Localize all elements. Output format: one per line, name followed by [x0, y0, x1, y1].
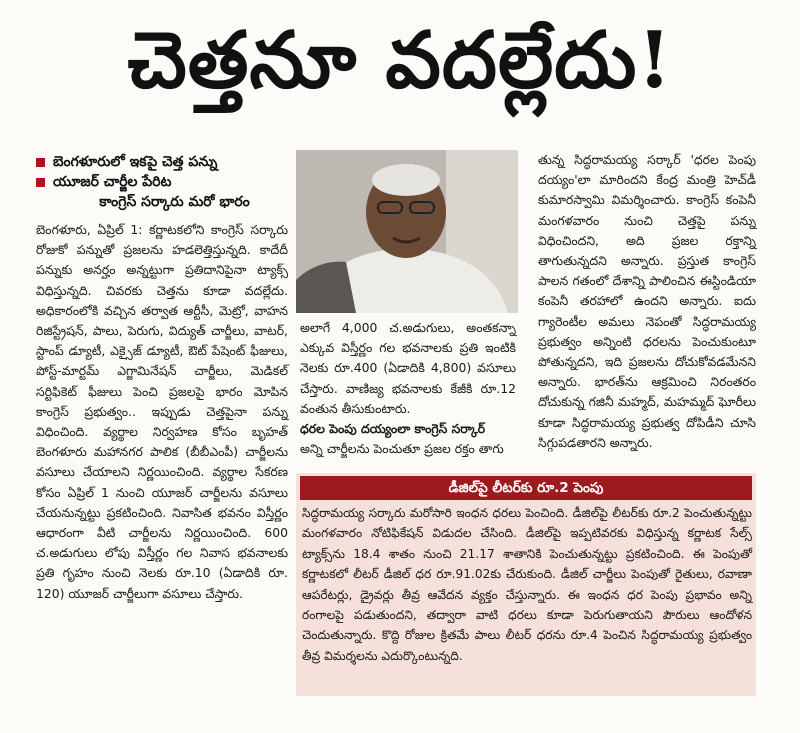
article-paragraph: తున్న సిద్ధరామయ్య సర్కార్ 'ధరల పెంపు దయ్యం'లా మారిందని కేంద్ర మంత్రి హెచ్‌డీ కుమారస్వామి విమర్శించారు. కాంగ్రెస్ కంపెనీ మంగళవారం నుంచి చెత్తపై పన్ను విధించిందని, అది ప్రజల రక్తాన్ని తాగుతున్నదని అన్నారు. ప్రస్తుత కాంగ్రెస్ పాలన గతంలో దేశాన్ని పాలించిన ఈస్టిండియా కంపెనీ తరహాలో ఉందని అన్నారు. ఐదు గ్యారెంటీల అమలు నెపంతో సిద్ధరామయ్య ప్రభుత్వం అన్నింటి ధరలను పెంచుకుంటూ పోతున్నదని, ఇది ప్రజలను దోచుకోవడమేనని అన్నారు. భారత్‌ను ఆక్రమించి నిరంతరం దోచుకున్న గజినీ మహ్మద్, మహమ్మద్ ఘోరీలు కూడా సిద్ధరామయ్య ప్రభుత్వ దోపిడీని చూసి సిగ్గుపడతారని అన్నారు. — [538, 152, 756, 450]
sidebar-box-title: డీజిల్‌పై లీటర్‌కు రూ.2 పెంపు — [300, 476, 752, 500]
subheadline-bullets — [36, 152, 296, 212]
article-column-1 — [36, 220, 288, 604]
bullet-item — [36, 152, 296, 172]
sidebar-paragraph: సిద్ధరామయ్య సర్కారు మరోసారి ఇంధన ధరలు పెంచింది. డీజిల్‌పై లీటర్‌కు రూ.2 పెంచుతున్నట్టు మంగళవారం నోటిఫికేషన్ విడుదల చేసింది. డీజిల్‌పై ఇప్పటివరకు విధిస్తున్న కర్ణాటక సేల్స్ ట్యాక్స్‌ను 18.4 శాతం నుంచి 21.17 శాతానికి పెంచుతున్నట్టు ప్రకటించింది. ఈ పెంపుతో కర్ణాటకలో లీటర్ డీజిల్ ధర రూ.91.02కు చేరుకుంది. డీజిల్ చార్జీలు పెంపుతో రైతులు, రవాణా ఆపరేటర్లు, డ్రైవర్లు తీవ్ర ఆవేదన వ్యక్తం చేస్తున్నారు. ఈ ఇంధన ధర పెంపు ప్రభావం అన్ని రంగాలపై పడుతుందని, తద్వారా వాటి ధరలు కూడా పెరుగుతాయని పౌరులు ఆందోళన చెందుతున్నారు. కొద్ది రోజుల క్రితమే పాలు లీటర్ ధరను రూ.4 పెంచిన సిద్ధరామయ్య ప్రభుత్వం తీవ్ర విమర్శలను ఎదుర్కొంటున్నది. — [302, 506, 752, 663]
bullet-text: బెంగళూరులో ఇకపై చెత్త పన్ను — [53, 154, 218, 170]
article-paragraph: బెంగళూరు, ఏప్రిల్ 1: కర్ణాటకలోని కాంగ్రెస్ సర్కారు రోజుకో పన్నుతో ప్రజలను హడలెత్తిస్తున్నది. కాదేదీ పన్నుకు అనర్హం అన్నట్టుగా ప్రతిదానిపైనా ట్యాక్స్ విధిస్తున్నది. చివరకు చెత్తను కూడా వదల్లేదు. అధికారంలోకి వచ్చిన తర్వాత ఆర్టీసీ, మెట్రో, వాహన రిజిస్ట్రేషన్, పాలు, పెరుగు, విద్యుత్ చార్జీలు, వాటర్, స్టాంప్ డ్యూటీ, ఎక్సైజ్ డ్యూటీ, ఔట్ పేషెంట్ ఫీజులు, పోస్ట్-మార్టమ్ ఎగ్జామినేషన్ చార్జీలు, మెడికల్ సర్టిఫికెట్ ఫీజులు పెంచి ప్రజలపై భారం మోపిన కాంగ్రెస్ ప్రభుత్వం.. ఇప్పుడు చెత్తపైనా పన్ను విధించింది. వ్యర్థాల నిర్వహణ కోసం బృహత్ బెంగళూరు మహానగర పాలిక (బీబీఎంపీ) చార్జీలను వసూలు చేయాలని నిర్ణయించింది. వ్యర్థాల సేకరణ కోసం ఏప్రిల్ 1 నుంచి యూజర్ చార్జీలను వసూలు చేయనున్నట్టు ప్రకటించింది. నివాసిత భవనం విస్తీర్ణం ఆధారంగా వీటి చార్జీలను నిర్ణయించింది. 600 చ.అడుగులు లోపు విస్తీర్ణం గల నివాస భవనాలకు ప్రతి గృహం నుంచి నెలకు రూ.10 (ఏడాదికి రూ. 120) యూజర్ చార్జీలుగా వసూలు చేస్తారు. — [36, 222, 288, 601]
section-subheading: ధరల పెంపు దయ్యంలా కాంగ్రెస్ సర్కార్ — [300, 421, 486, 437]
bullet-square-icon — [36, 178, 45, 187]
sidebar-box-body — [302, 503, 752, 666]
bullet-item — [36, 172, 296, 192]
bullet-text: కాంగ్రెస్ సర్కారు మరో భారం — [99, 194, 250, 210]
bullet-continuation — [36, 192, 296, 212]
bullet-square-icon — [36, 158, 45, 167]
article-paragraph: అలాగే 4,000 చ.అడుగులు, అంతకన్నా ఎక్కువ విస్తీర్ణం గల భవనాలకు ప్రతి ఇంటికి నెలకు రూ.400 (ఏడాదికి 4,800) వసూలు చేస్తారు. వాణిజ్య భవనాలకు కేజీకి రూ.12 వంతున తీసుకుంటారు. — [300, 320, 516, 416]
article-column-3 — [538, 150, 756, 453]
article-column-2 — [300, 318, 516, 459]
politician-photo — [296, 150, 518, 313]
bullet-text: యూజర్ చార్జీల పేరిట — [53, 174, 172, 190]
headline: చెత్తనూ వదల్లేదు! — [127, 15, 673, 106]
article-paragraph: అన్ని చార్జీలను పెంచుతూ ప్రజల రక్తం తాగు — [300, 441, 504, 457]
